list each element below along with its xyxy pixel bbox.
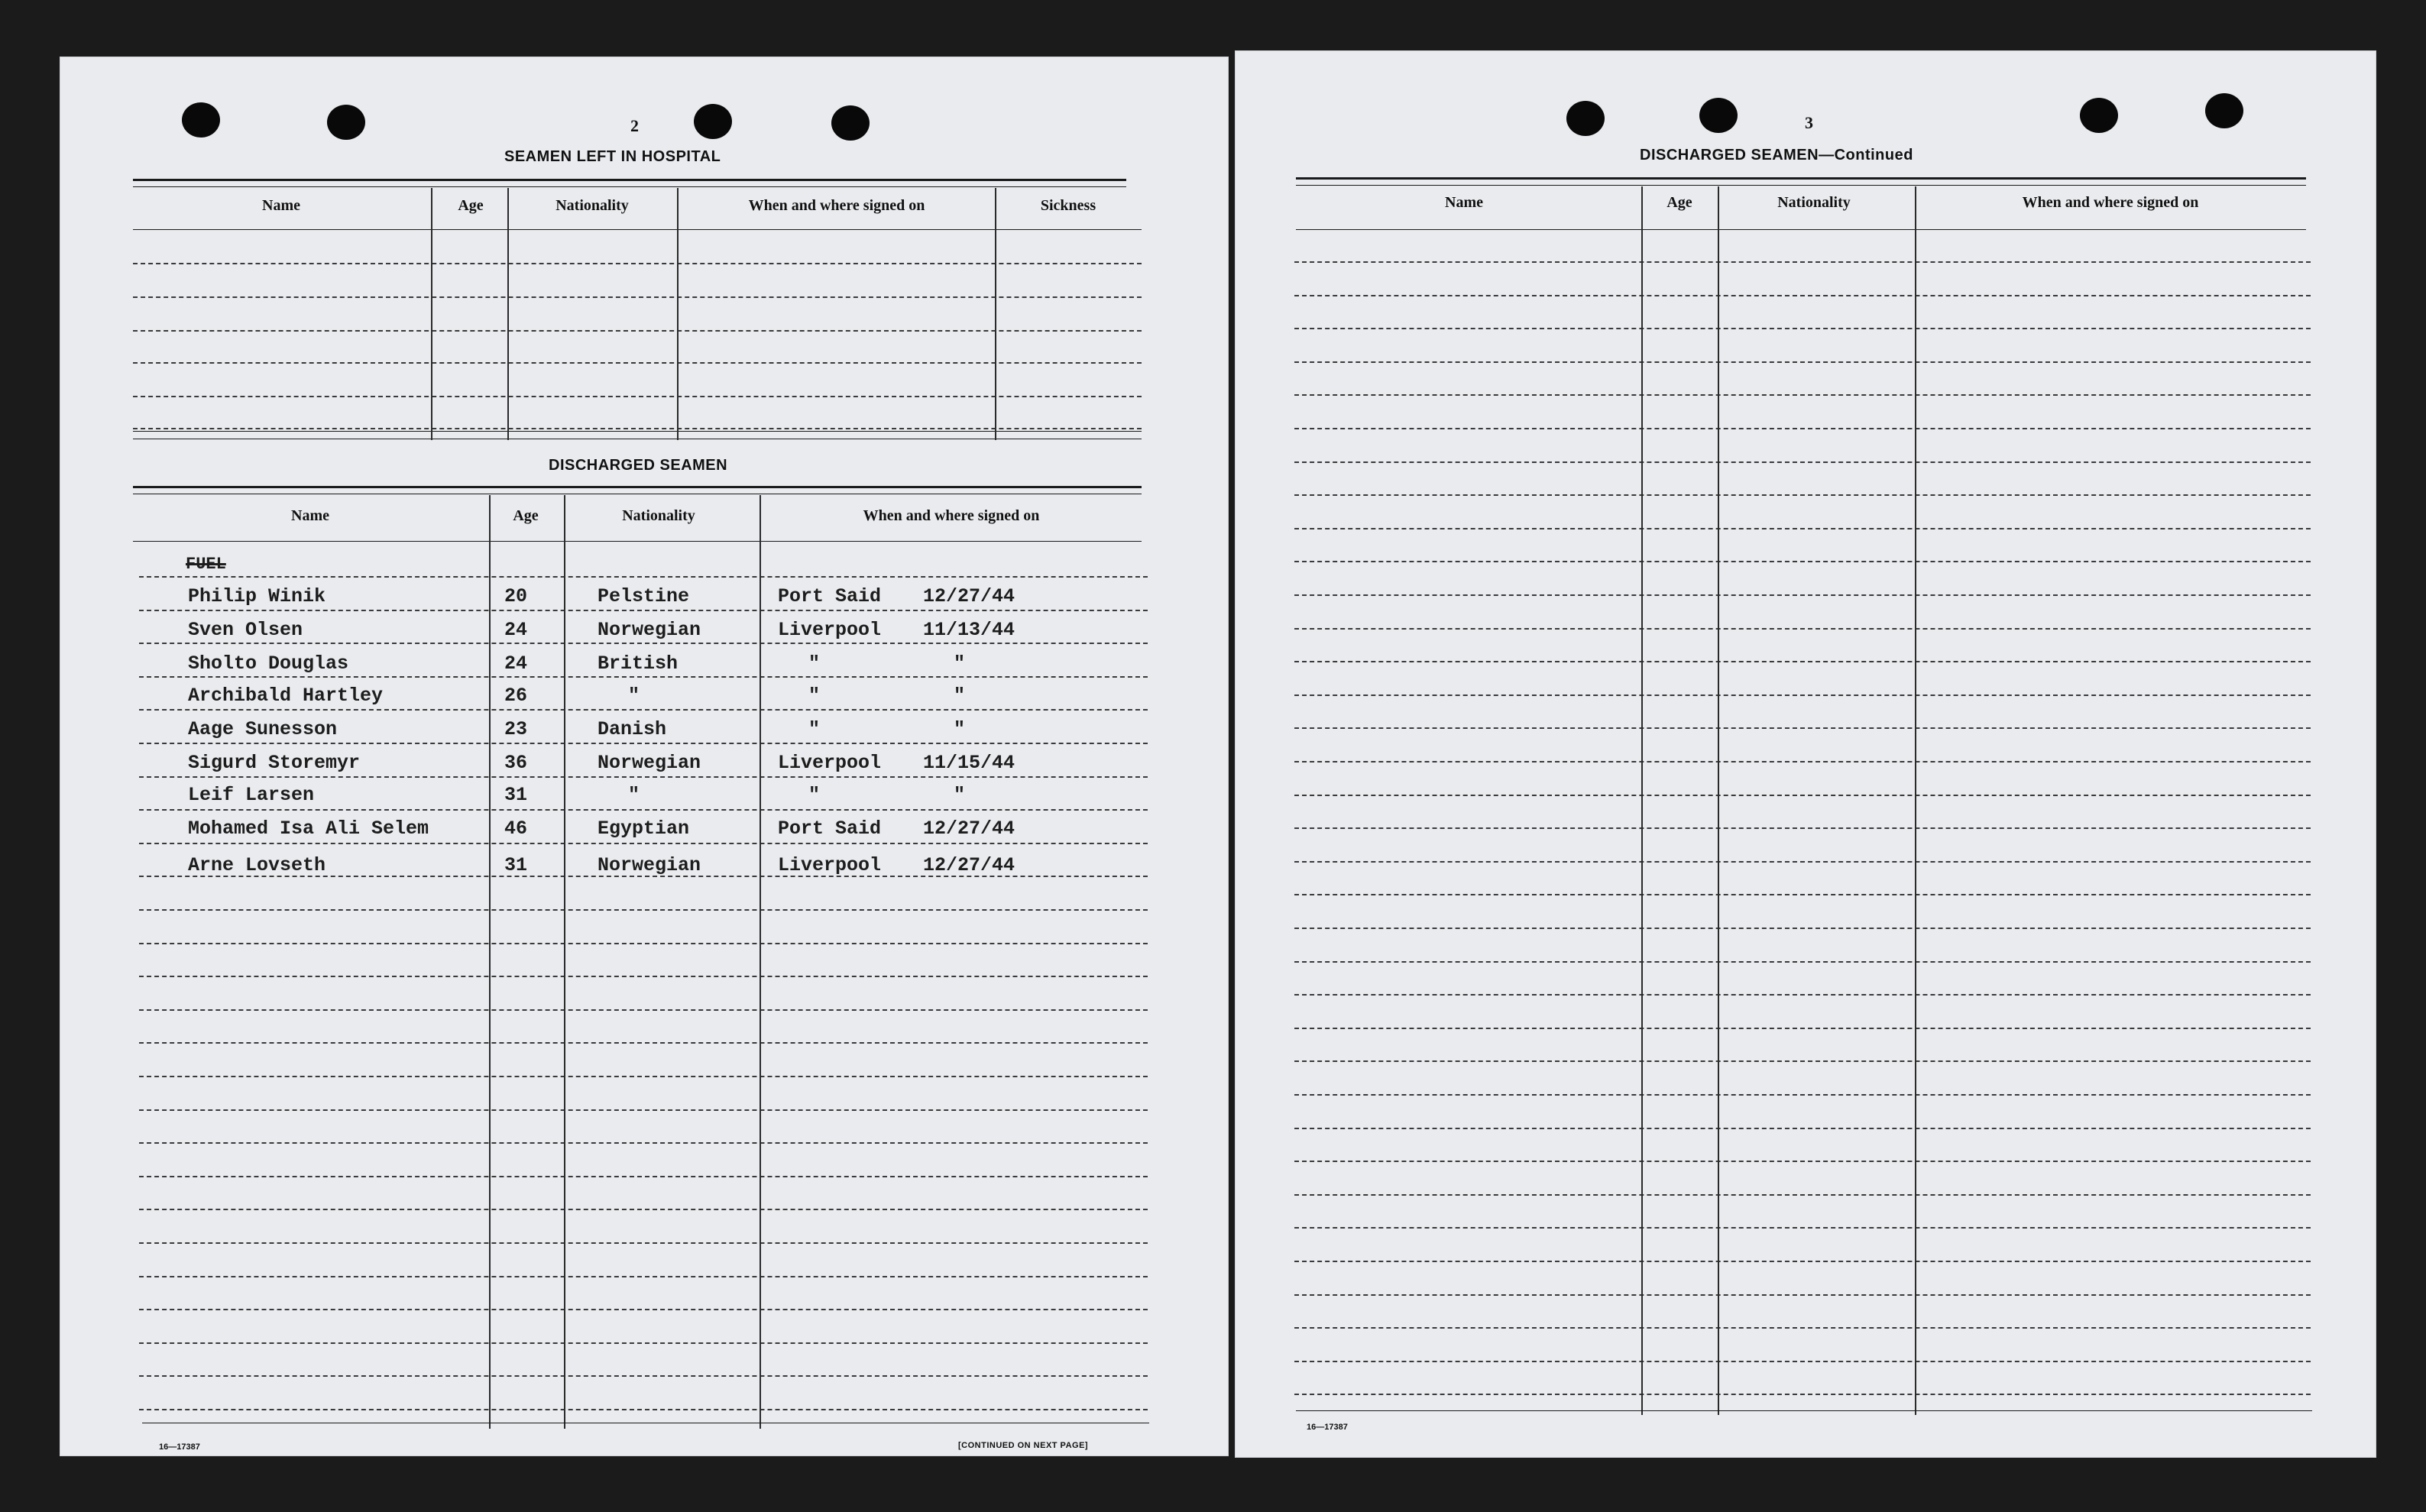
signed-on-date: 12/27/44 <box>923 854 1015 876</box>
punch-hole <box>1566 101 1605 136</box>
column-header-age: Age <box>1666 194 1692 211</box>
table-rule <box>133 229 1142 230</box>
seaman-age: 24 <box>504 652 528 675</box>
seaman-nationality: Norwegian <box>598 854 701 876</box>
column-header-nationality: Nationality <box>622 507 695 524</box>
row-line <box>1294 528 2311 529</box>
signed-on-place: Liverpool <box>778 752 882 774</box>
row-line <box>1294 1294 2311 1296</box>
row-line <box>1294 1227 2311 1229</box>
seaman-name: Sigurd Storemyr <box>188 752 361 774</box>
column-divider <box>507 188 509 440</box>
column-header-sickness: Sickness <box>1040 197 1096 214</box>
row-line <box>1294 594 2311 596</box>
column-header-signed-on: When and where signed on <box>748 197 925 214</box>
row-line <box>1294 361 2311 363</box>
seaman-nationality: Danish <box>598 718 667 740</box>
signed-on-place: Port Said <box>778 585 882 607</box>
signed-on-date: 11/15/44 <box>923 752 1015 774</box>
punch-hole <box>327 105 365 140</box>
row-line <box>1294 928 2311 929</box>
hospital-section-title: SEAMEN LEFT IN HOSPITAL <box>504 148 721 165</box>
row-line <box>139 809 1148 811</box>
seaman-nationality: " <box>628 685 640 707</box>
seaman-age: 24 <box>504 619 528 641</box>
row-line <box>1294 328 2311 329</box>
punch-hole <box>1699 98 1738 133</box>
row-line <box>139 610 1148 611</box>
row-line <box>1294 428 2311 429</box>
row-line <box>133 263 1142 264</box>
row-line <box>1294 1028 2311 1029</box>
row-line <box>139 1042 1148 1044</box>
left-page <box>60 57 1229 1456</box>
row-line <box>1294 1394 2311 1395</box>
row-line <box>1294 694 2311 696</box>
row-line <box>1294 1261 2311 1262</box>
seaman-name: Sholto Douglas <box>188 652 349 675</box>
row-line <box>139 676 1148 678</box>
seaman-name: Philip Winik <box>188 585 326 607</box>
signed-on-place: Liverpool <box>778 854 882 876</box>
row-line <box>139 1176 1148 1177</box>
page-number: 2 <box>630 116 639 135</box>
row-line <box>139 1009 1148 1011</box>
row-line <box>1294 827 2311 829</box>
signed-on-place: Port Said <box>778 818 882 840</box>
seaman-name: Mohamed Isa Ali Selem <box>188 818 429 840</box>
column-divider <box>760 495 761 1429</box>
row-line <box>139 1109 1148 1111</box>
row-line <box>133 362 1142 364</box>
form-number: 16—17387 <box>159 1442 200 1452</box>
row-line <box>139 1342 1148 1344</box>
signed-on-place: " <box>808 718 821 740</box>
column-divider <box>995 188 996 440</box>
column-header-name: Name <box>262 197 300 214</box>
signed-on-place: " <box>808 652 821 675</box>
column-divider <box>1718 186 1719 1415</box>
row-line <box>139 776 1148 778</box>
row-line <box>1294 1194 2311 1196</box>
column-header-signed-on: When and where signed on <box>863 507 1040 524</box>
row-line <box>139 1142 1148 1144</box>
row-line <box>1294 494 2311 496</box>
row-line <box>1294 628 2311 630</box>
row-line <box>1294 727 2311 729</box>
seaman-nationality: Pelstine <box>598 585 690 607</box>
row-line <box>139 1375 1148 1377</box>
column-divider <box>1915 186 1916 1415</box>
row-line <box>1294 261 2311 263</box>
row-line <box>139 743 1148 744</box>
seaman-name: Sven Olsen <box>188 619 303 641</box>
row-line <box>1294 461 2311 463</box>
group-label: FUEL <box>186 555 226 574</box>
column-header-signed-on: When and where signed on <box>2022 194 2199 211</box>
seaman-age: 46 <box>504 818 528 840</box>
seaman-nationality: " <box>628 784 640 806</box>
punch-hole <box>831 105 870 141</box>
column-divider <box>489 495 491 1429</box>
row-line <box>133 396 1142 397</box>
signed-on-place: Liverpool <box>778 619 882 641</box>
table-rule <box>1296 1410 2312 1411</box>
signed-on-date: " <box>954 652 966 675</box>
row-line <box>139 1409 1148 1410</box>
seaman-nationality: British <box>598 652 679 675</box>
seaman-name: Archibald Hartley <box>188 685 384 707</box>
continued-note: [CONTINUED ON NEXT PAGE] <box>958 1441 1089 1450</box>
punch-hole <box>182 102 220 138</box>
table-rule <box>133 179 1126 181</box>
row-line <box>139 643 1148 644</box>
row-line <box>1294 1327 2311 1329</box>
row-line <box>1294 795 2311 796</box>
seaman-age: 20 <box>504 585 528 607</box>
column-header-nationality: Nationality <box>555 197 629 214</box>
column-header-name: Name <box>291 507 329 524</box>
signed-on-date: " <box>954 784 966 806</box>
discharged-section-title: DISCHARGED SEAMEN <box>549 457 728 474</box>
signed-on-place: " <box>808 685 821 707</box>
column-header-nationality: Nationality <box>1777 194 1851 211</box>
table-rule <box>1296 177 2306 180</box>
row-line <box>139 576 1148 578</box>
row-line <box>139 1309 1148 1310</box>
row-line <box>139 1209 1148 1210</box>
row-line <box>1294 295 2311 296</box>
table-rule <box>133 541 1142 542</box>
row-line <box>1294 894 2311 895</box>
row-line <box>139 909 1148 911</box>
table-rule <box>133 186 1126 187</box>
seaman-name: Aage Sunesson <box>188 718 338 740</box>
signed-on-date: 11/13/44 <box>923 619 1015 641</box>
seaman-age: 31 <box>504 854 528 876</box>
form-number: 16—17387 <box>1307 1423 1348 1432</box>
signed-on-date: " <box>954 685 966 707</box>
signed-on-place: " <box>808 784 821 806</box>
seaman-name: Leif Larsen <box>188 784 315 806</box>
row-line <box>1294 561 2311 562</box>
column-header-name: Name <box>1445 194 1483 211</box>
table-rule <box>1296 185 2306 186</box>
seaman-name: Arne Lovseth <box>188 854 326 876</box>
right-page <box>1235 50 2376 1458</box>
row-line <box>1294 1094 2311 1096</box>
seaman-age: 31 <box>504 784 528 806</box>
row-line <box>139 709 1148 711</box>
punch-hole <box>2205 93 2243 128</box>
signed-on-date: 12/27/44 <box>923 585 1015 607</box>
row-line <box>139 843 1148 844</box>
row-line <box>1294 661 2311 662</box>
table-rule <box>133 486 1142 488</box>
row-line <box>133 330 1142 332</box>
row-line <box>139 943 1148 944</box>
page-number: 3 <box>1805 113 1813 132</box>
column-header-age: Age <box>513 507 539 524</box>
discharged-continued-title: DISCHARGED SEAMEN—Continued <box>1640 147 1913 164</box>
row-line <box>1294 1060 2311 1062</box>
column-divider <box>1641 186 1643 1415</box>
row-line <box>1294 861 2311 863</box>
row-line <box>139 1242 1148 1244</box>
row-line <box>1294 994 2311 996</box>
row-line <box>1294 761 2311 762</box>
seaman-nationality: Egyptian <box>598 818 690 840</box>
signed-on-date: 12/27/44 <box>923 818 1015 840</box>
seaman-age: 36 <box>504 752 528 774</box>
row-line <box>1294 1128 2311 1129</box>
column-divider <box>431 188 432 440</box>
row-line <box>1294 961 2311 963</box>
row-line <box>1294 1161 2311 1162</box>
seaman-nationality: Norwegian <box>598 619 701 641</box>
table-rule <box>133 431 1142 432</box>
column-divider <box>677 188 679 440</box>
row-line <box>139 1076 1148 1077</box>
punch-hole <box>694 104 732 139</box>
column-divider <box>564 495 565 1429</box>
seaman-nationality: Norwegian <box>598 752 701 774</box>
row-line <box>139 1276 1148 1277</box>
signed-on-date: " <box>954 718 966 740</box>
row-line <box>139 976 1148 977</box>
table-rule <box>1296 229 2306 230</box>
column-header-age: Age <box>458 197 484 214</box>
punch-hole <box>2080 98 2118 133</box>
row-line <box>1294 1361 2311 1362</box>
row-line <box>133 296 1142 298</box>
row-line <box>1294 394 2311 396</box>
seaman-age: 23 <box>504 718 528 740</box>
seaman-age: 26 <box>504 685 528 707</box>
row-line <box>133 428 1142 429</box>
